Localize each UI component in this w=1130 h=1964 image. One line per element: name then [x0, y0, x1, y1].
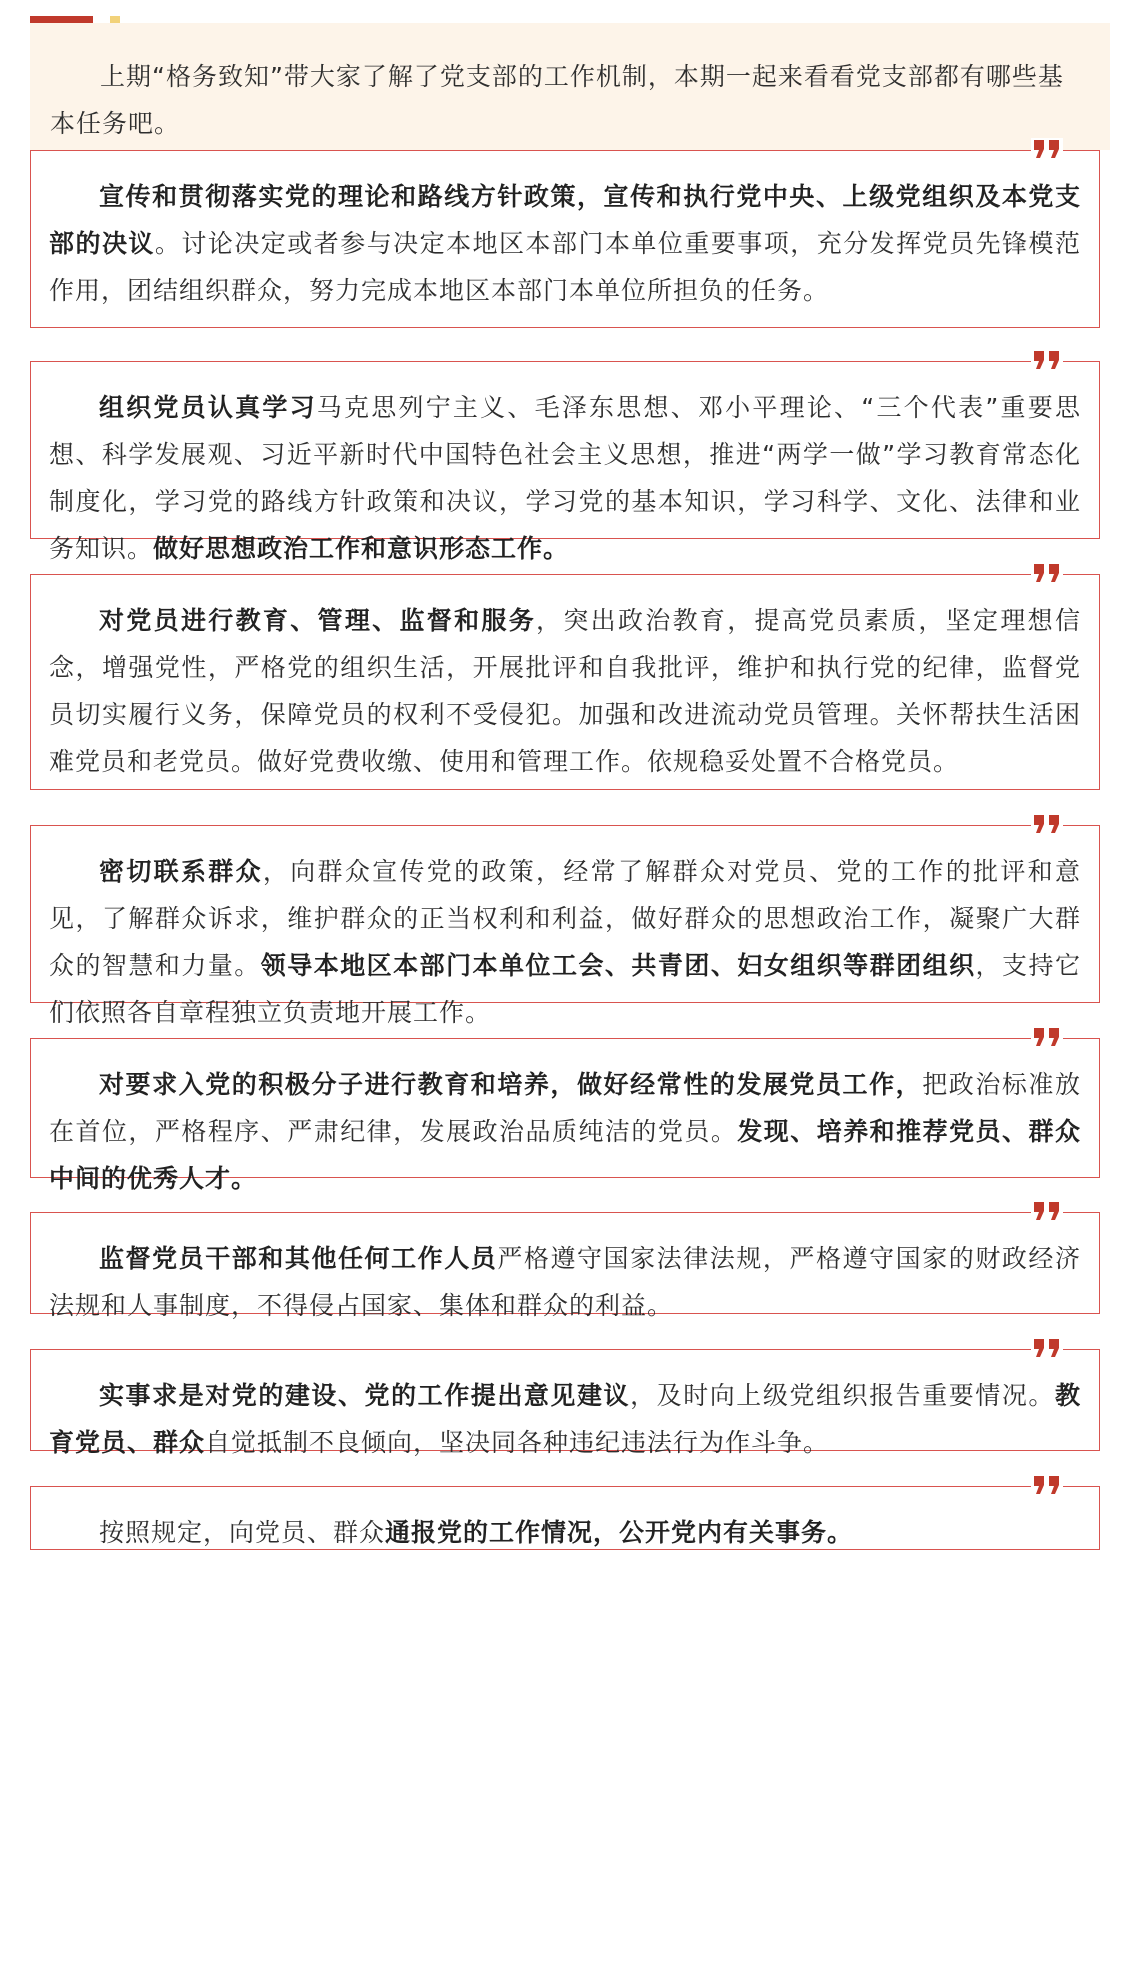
decorative-yellow-bar	[110, 16, 120, 23]
emphasis-text: 对要求入党的积极分子进行教育和培养，做好经常性的发展党员工作，	[99, 1070, 923, 1099]
emphasis-text: 密切联系群众	[99, 857, 263, 886]
task-card-8	[30, 1486, 1100, 1550]
task-card-text	[49, 1509, 1081, 1556]
quote-mark-icon-svg	[1031, 562, 1063, 586]
quote-mark-icon-svg	[1031, 1337, 1063, 1361]
task-card-5	[30, 1038, 1100, 1193]
emphasis-text: 做好思想政治工作和意识形态工作。	[153, 534, 570, 563]
emphasis-text: 发现、培养和推荐党员、群众中间的优秀人才。	[49, 1117, 1081, 1193]
task-card-text	[49, 384, 1081, 572]
quote-mark-icon-svg	[1031, 138, 1063, 162]
body-text: 。讨论决定或者参与决定本地区本部门本单位重要事项，充分发挥党员先锋模范作用，团结组织群众，努力完成本地区本部门本单位所担负的任务。	[49, 229, 1081, 305]
emphasis-text: 监督党员干部和其他任何工作人员	[99, 1244, 498, 1273]
task-card-text	[49, 848, 1081, 1036]
body-text: ，向群众宣传党的政策，经常了解群众对党员、党的工作的批评和意见，了解群众诉求，维护群众的正当权利和利益，做好群众的思想政治工作，凝聚广大群众的智慧和力量。	[49, 857, 1081, 980]
body-text: ，及时向上级党组织报告重要情况。	[630, 1381, 1055, 1410]
emphasis-text: 组织党员认真学习	[99, 393, 317, 422]
quote-mark-icon-svg	[1031, 1474, 1063, 1498]
quote-mark-icon	[1031, 813, 1063, 837]
body-text: ，支持它们依照各自章程独立负责地开展工作。	[49, 951, 1081, 1027]
task-card-text	[49, 1061, 1081, 1202]
task-card-7	[30, 1349, 1100, 1457]
decorative-red-bar	[30, 16, 93, 23]
body-text: 马克思列宁主义、毛泽东思想、邓小平理论、“三个代表”重要思想、科学发展观、习近平新时代中国特色社会主义思想，推进“两学一做”学习教育常态化制度化，学习党的路线方针政策和决议，学习党的基本知识，学习科学、文化、法律和业务知识。	[49, 393, 1081, 563]
body-text: 自觉抵制不良倾向，坚决同各种违纪违法行为作斗争。	[205, 1428, 830, 1457]
task-card-3	[30, 574, 1100, 790]
quote-mark-icon-svg	[1031, 349, 1063, 373]
body-text: 按照规定，向党员、群众	[99, 1518, 386, 1547]
emphasis-text: 领导本地区本部门本单位工会、共青团、妇女组织等群团组织	[260, 951, 976, 980]
body-text: 把政治标准放在首位，严格程序、严肃纪律，发展政治品质纯洁的党员。	[49, 1070, 1081, 1146]
task-card-text	[49, 173, 1081, 314]
task-card-text	[49, 1372, 1081, 1466]
quote-mark-icon	[1031, 1337, 1063, 1361]
body-text: ，突出政治教育，提高党员素质，坚定理想信念，增强党性，严格党的组织生活，开展批评和自我批评，维护和执行党的纪律，监督党员切实履行义务，保障党员的权利不受侵犯。加强和改进流动党员管理。关怀帮扶生活困难党员和老党员。做好党费收缴、使用和管理工作。依规稳妥处置不合格党员。	[49, 606, 1081, 776]
quote-mark-icon	[1031, 1474, 1063, 1498]
intro-text: 上期“格务致知”带大家了解了党支部的工作机制，本期一起来看看党支部都有哪些基本任务吧。	[50, 62, 1064, 138]
quote-mark-icon-svg	[1031, 813, 1063, 837]
emphasis-text: 对党员进行教育、管理、监督和服务	[99, 606, 537, 635]
task-card-text	[49, 597, 1081, 785]
quote-mark-icon-svg	[1031, 1200, 1063, 1224]
emphasis-text: 宣传和贯彻落实党的理论和路线方针政策，宣传和执行党中央、上级党组织及本党支部的决议	[49, 182, 1081, 258]
task-card-text	[49, 1235, 1081, 1329]
task-card-6	[30, 1212, 1100, 1320]
emphasis-text: 教育党员、群众	[49, 1381, 1081, 1457]
quote-mark-icon	[1031, 1200, 1063, 1224]
quote-mark-icon	[1031, 1026, 1063, 1050]
quote-mark-icon	[1031, 349, 1063, 373]
quote-mark-icon	[1031, 562, 1063, 586]
emphasis-text: 实事求是对党的建设、党的工作提出意见建议	[99, 1381, 631, 1410]
task-card-2	[30, 361, 1100, 563]
body-text: 严格遵守国家法律法规，严格遵守国家的财政经济法规和人事制度，不得侵占国家、集体和群众的利益。	[49, 1244, 1081, 1320]
task-card-4	[30, 825, 1100, 1027]
quote-mark-icon	[1031, 138, 1063, 162]
intro-box	[30, 23, 1110, 150]
quote-mark-icon-svg	[1031, 1026, 1063, 1050]
emphasis-text: 通报党的工作情况，公开党内有关事务。	[385, 1518, 854, 1547]
task-card-1	[30, 150, 1100, 328]
